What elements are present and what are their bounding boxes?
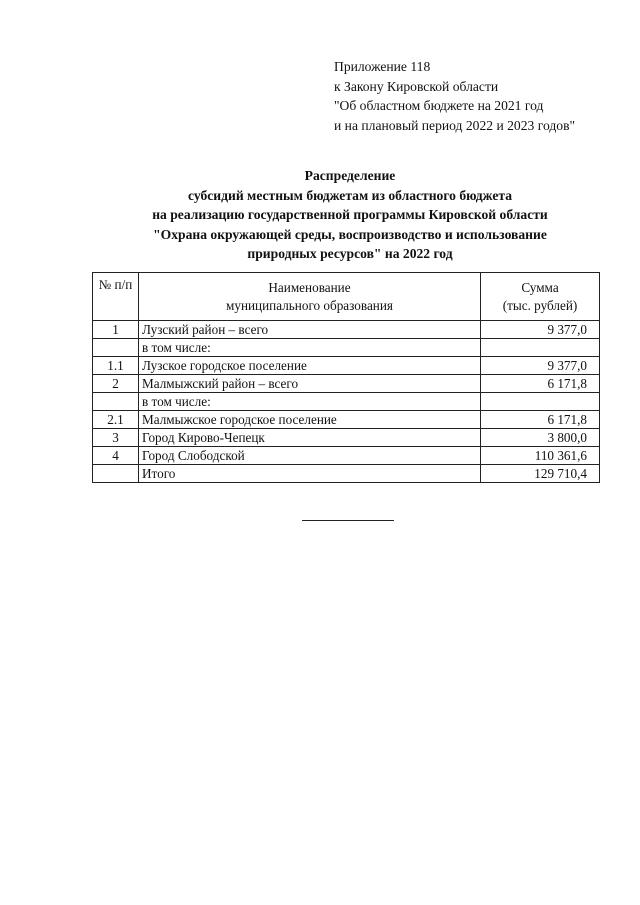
title-line-2: субсидий местным бюджетам из областного бюджета xyxy=(187,187,513,203)
row-sum xyxy=(481,393,600,411)
header-name xyxy=(139,273,481,321)
document-title xyxy=(60,166,640,264)
row-num: 4 xyxy=(93,447,139,465)
title-line-4: "Охрана окружающей среды, воспроизводство и использование xyxy=(153,226,547,242)
end-divider xyxy=(302,520,394,521)
row-sum: 6 171,8 xyxy=(481,375,600,393)
row-num: 3 xyxy=(93,429,139,447)
appendix-law-ref: к Закону Кировской области xyxy=(334,78,499,94)
row-num: 2 xyxy=(93,375,139,393)
distribution-table xyxy=(92,272,600,483)
row-sum: 9 377,0 xyxy=(481,357,600,375)
table-row xyxy=(93,447,600,465)
title-line-3: на реализацию государственной программы Кировской области xyxy=(152,207,548,222)
row-sum: 9 377,0 xyxy=(481,321,600,339)
table-row xyxy=(93,429,600,447)
row-name: Итого xyxy=(139,465,481,483)
row-num xyxy=(93,465,139,483)
header-sum xyxy=(481,273,600,321)
row-sum: 110 361,6 xyxy=(481,447,600,465)
table-total-row xyxy=(93,465,600,483)
appendix-header xyxy=(334,57,634,135)
row-name: Лузское городское поселение xyxy=(139,357,481,375)
header-sum-line-2: (тыс. рублей) xyxy=(502,297,578,313)
row-num xyxy=(93,393,139,411)
table-header-row xyxy=(93,273,600,321)
header-sum-line-1: Сумма xyxy=(521,279,559,295)
appendix-law-title-2: и на плановый период 2022 и 2023 годов" xyxy=(334,117,576,133)
table-row xyxy=(93,357,600,375)
row-name: Город Слободской xyxy=(139,447,481,465)
title-line-5: природных ресурсов" на 2022 год xyxy=(247,246,453,261)
row-name: Малмыжский район – всего xyxy=(139,375,481,393)
row-num xyxy=(93,339,139,357)
appendix-number: Приложение 118 xyxy=(334,59,431,74)
appendix-law-title-1: "Об областном бюджете на 2021 год xyxy=(334,98,544,114)
row-sum: 6 171,8 xyxy=(481,411,600,429)
row-sum: 3 800,0 xyxy=(481,429,600,447)
table-row xyxy=(93,411,600,429)
header-name-line-2: муниципального образования xyxy=(226,297,393,313)
row-num: 2.1 xyxy=(93,411,139,429)
table-row xyxy=(93,321,600,339)
table-row xyxy=(93,339,600,357)
table-row xyxy=(93,375,600,393)
row-name: в том числе: xyxy=(139,393,481,411)
row-sum: 129 710,4 xyxy=(481,465,600,483)
row-name: в том числе: xyxy=(139,339,481,357)
table-row xyxy=(93,393,600,411)
row-name: Город Кирово-Чепецк xyxy=(139,429,481,447)
row-num: 1 xyxy=(93,321,139,339)
header-num xyxy=(93,273,139,321)
row-num: 1.1 xyxy=(93,357,139,375)
header-num-label: № п/п xyxy=(98,277,133,292)
row-name: Лузский район – всего xyxy=(139,321,481,339)
row-name: Малмыжское городское поселение xyxy=(139,411,481,429)
title-line-1: Распределение xyxy=(304,168,396,183)
header-name-line-1: Наименование xyxy=(268,279,351,295)
row-sum xyxy=(481,339,600,357)
